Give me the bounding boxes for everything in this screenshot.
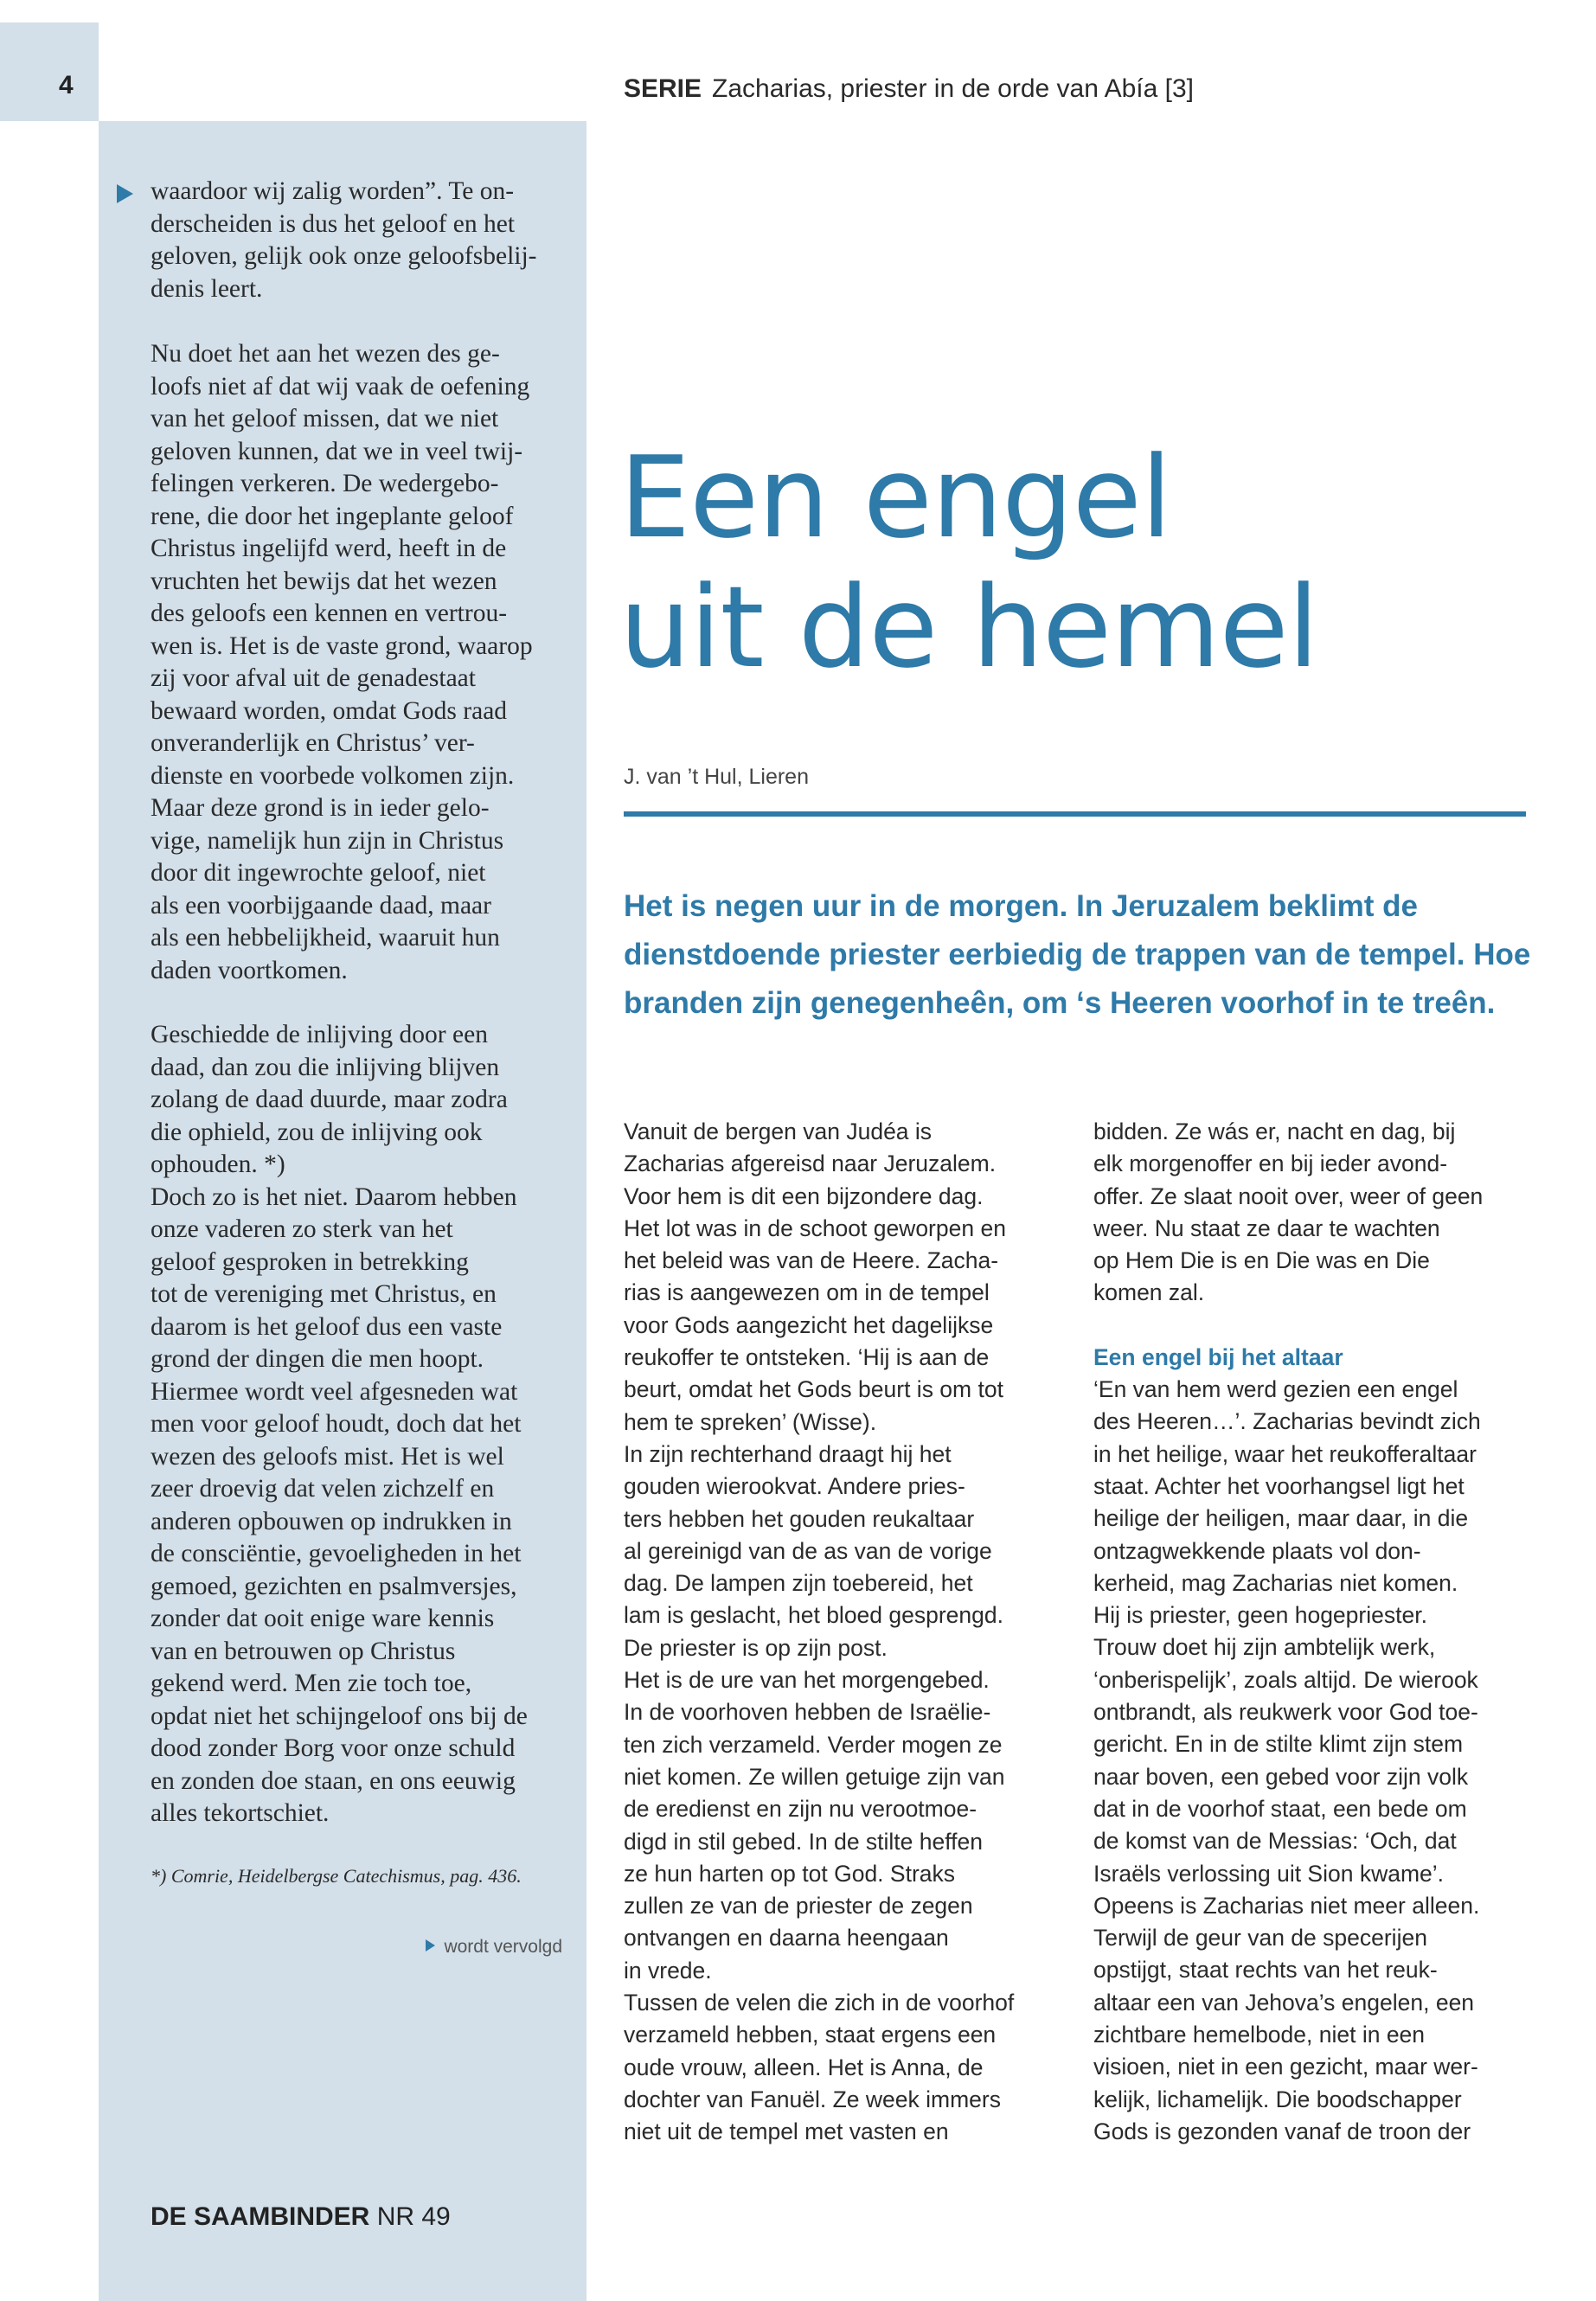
text-line: daarom is het geloof dus een vaste bbox=[151, 1312, 503, 1341]
continued-note bbox=[426, 1937, 562, 1958]
sidebar-paragraph-3 bbox=[151, 1019, 574, 1830]
text-line: de consciëntie, gevoeligheden in het bbox=[151, 1540, 522, 1567]
play-arrow-icon bbox=[426, 1939, 435, 1952]
text-line: alles tekortschiet. bbox=[151, 1799, 330, 1827]
text-line: Het lot was in de schoot geworpen en bbox=[624, 1215, 1006, 1241]
text-line: heilige der heiligen, maar daar, in die bbox=[1093, 1505, 1469, 1532]
text-line: daden voortkomen. bbox=[151, 956, 348, 984]
text-line: die ophield, zou de inlijving ook bbox=[151, 1118, 483, 1146]
text-line: In de voorhoven hebben de Israëlie- bbox=[624, 1699, 991, 1726]
text-line: niet uit de tempel met vasten en bbox=[624, 2118, 949, 2145]
text-line: ‘En van hem werd gezien een engel bbox=[1093, 1376, 1458, 1403]
article-column-2 bbox=[1093, 1116, 1543, 2148]
article-column-1 bbox=[624, 1116, 1074, 2149]
text-line: anderen opbouwen op indrukken in bbox=[151, 1507, 512, 1535]
text-line: van en betrouwen op Christus bbox=[151, 1637, 456, 1665]
text-line: kerheid, mag Zacharias niet komen. bbox=[1093, 1569, 1458, 1596]
text-line: gouden wierookvat. Andere pries- bbox=[624, 1473, 965, 1500]
text-line: bidden. Ze wás er, nacht en dag, bij bbox=[1093, 1118, 1456, 1144]
text-line: oude vrouw, alleen. Het is Anna, de bbox=[624, 2054, 984, 2080]
footnote: *) Comrie, Heidelbergse Catechismus, pag. 436. bbox=[151, 1865, 522, 1887]
text-line: beurt, omdat het Gods beurt is om tot bbox=[624, 1376, 1003, 1403]
text-line: grond der dingen die men hoopt. bbox=[151, 1345, 484, 1373]
title-rule bbox=[624, 811, 1526, 817]
continuation-arrow-icon bbox=[117, 184, 133, 203]
text-line: van het geloof missen, dat we niet bbox=[151, 405, 499, 433]
text-line: Hiermee wordt veel afgesneden wat bbox=[151, 1377, 518, 1406]
text-line: tot de vereniging met Christus, en bbox=[151, 1280, 497, 1308]
text-line: ‘onberispelijk’, zoals altijd. De wierook bbox=[1093, 1666, 1478, 1693]
text-line: rias is aangewezen om in de tempel bbox=[624, 1279, 990, 1306]
text-line: weer. Nu staat ze daar te wachten bbox=[1093, 1215, 1440, 1241]
text-line: staat. Achter het voorhangsel ligt het bbox=[1093, 1472, 1465, 1499]
text-line: De priester is op zijn post. bbox=[624, 1634, 888, 1661]
article-author: J. van ’t Hul, Lieren bbox=[624, 765, 809, 789]
text-line: dienste en voorbede volkomen zijn. bbox=[151, 761, 515, 790]
text-line: Opeens is Zacharias niet meer alleen. bbox=[1093, 1892, 1480, 1919]
text-line: Doch zo is het niet. Daarom hebben bbox=[151, 1183, 517, 1211]
text-line: door dit ingewrochte geloof, niet bbox=[151, 859, 486, 887]
text-line: verzameld hebben, staat ergens een bbox=[624, 2022, 997, 2048]
text-line: als een voorbijgaande daad, maar bbox=[151, 891, 491, 920]
text-line: voor Gods aangezicht het dagelijkse bbox=[624, 1311, 994, 1338]
column-2-part-2 bbox=[1093, 1374, 1543, 2148]
text-line: Zacharias afgereisd naar Jeruzalem. bbox=[624, 1150, 997, 1177]
text-line: ters hebben het gouden reukaltaar bbox=[624, 1505, 975, 1532]
text-line: altaar een van Jehova’s engelen, een bbox=[1093, 1989, 1475, 2016]
text-line: reukoffer te ontsteken. ‘Hij is aan de bbox=[624, 1344, 990, 1371]
text-line: hem te spreken’ (Wisse). bbox=[624, 1408, 877, 1435]
column-2-part-1 bbox=[1093, 1116, 1543, 1310]
text-line: derscheiden is dus het geloof en het bbox=[151, 209, 516, 238]
text-line: Hij is priester, geen hogepriester. bbox=[1093, 1602, 1427, 1629]
text-line: Geschiedde de inlijving door een bbox=[151, 1021, 488, 1048]
text-line: en zonden doe staan, en ons eeuwig bbox=[151, 1766, 516, 1795]
text-line: op Hem Die is en Die was en Die bbox=[1093, 1247, 1430, 1274]
text-line: In zijn rechterhand draagt hij het bbox=[624, 1440, 952, 1467]
text-line: Gods is gezonden vanaf de troon der bbox=[1093, 2118, 1471, 2144]
text-line: dag. De lampen zijn toebereid, het bbox=[624, 1570, 973, 1597]
text-line: daad, dan zou die inlijving blijven bbox=[151, 1053, 500, 1081]
text-line: geloven kunnen, dat we in veel twij- bbox=[151, 437, 523, 465]
continued-label: wordt vervolgd bbox=[444, 1937, 562, 1957]
text-line: geloof gesproken in betrekking bbox=[151, 1247, 469, 1276]
text-line: gekend werd. Men zie toch toe, bbox=[151, 1670, 472, 1697]
text-line: Nu doet het aan het wezen des ge- bbox=[151, 340, 500, 368]
text-line: niet komen. Ze willen getuige zijn van bbox=[624, 1763, 1005, 1790]
text-line: onveranderlijk en Christus’ ver- bbox=[151, 729, 475, 757]
text-line: Het is de ure van het morgengebed. bbox=[624, 1667, 990, 1694]
magazine-footer bbox=[151, 2202, 451, 2232]
text-line: als een hebbelijkheid, waaruit hun bbox=[151, 924, 500, 952]
text-line: offer. Ze slaat nooit over, weer of geen bbox=[1093, 1183, 1484, 1209]
sidebar-paragraph-1 bbox=[151, 176, 574, 305]
text-line: denis leert. bbox=[151, 274, 263, 303]
text-line: zeer droevig dat velen zichzelf en bbox=[151, 1475, 495, 1503]
text-line: wezen des geloofs mist. Het is wel bbox=[151, 1442, 504, 1471]
text-line: visioen, niet in een gezicht, maar wer- bbox=[1093, 2054, 1478, 2080]
text-line: des Heeren…’. Zacharias bevindt zich bbox=[1093, 1408, 1481, 1435]
text-line: gemoed, gezichten en psalmversjes, bbox=[151, 1572, 517, 1600]
text-line: Tussen de velen die zich in de voorhof bbox=[624, 1990, 1015, 2016]
text-line: bewaard worden, omdat Gods raad bbox=[151, 696, 508, 725]
text-line: het beleid was van de Heere. Zacha- bbox=[624, 1247, 999, 1274]
text-line: ontbrandt, als reukwerk voor God toe- bbox=[1093, 1699, 1478, 1726]
text-line: zullen ze van de priester de zegen bbox=[624, 1893, 973, 1920]
series-title: Zacharias, priester in de orde van Abía [3] bbox=[712, 74, 1195, 103]
text-line: opdat niet het schijngeloof ons bij de bbox=[151, 1702, 528, 1730]
text-line: in vrede. bbox=[624, 1957, 712, 1984]
text-line: vige, namelijk hun zijn in Christus bbox=[151, 826, 504, 855]
article-lead: Het is negen uur in de morgen. In Jeruzalem beklimt de dienstdoende priester eerbiedig de trappen van de tempel. Hoe branden zijn genegenheên, om ‘s Heeren voorhof in te treên. bbox=[624, 889, 1531, 1020]
text-line: Israëls verlossing uit Sion kwame’. bbox=[1093, 1860, 1445, 1887]
title-line-2: uit de hemel bbox=[619, 561, 1318, 693]
text-line: ontzagwekkende plaats vol don- bbox=[1093, 1537, 1421, 1564]
text-line: ophouden. *) bbox=[151, 1150, 285, 1178]
text-line: dood zonder Borg voor onze schuld bbox=[151, 1734, 516, 1762]
column-subheading: Een engel bij het altaar bbox=[1093, 1343, 1343, 1370]
article-title bbox=[619, 433, 1318, 692]
text-line: dat in de voorhof staat, een bede om bbox=[1093, 1795, 1467, 1822]
text-line: de komst van de Messias: ‘Och, dat bbox=[1093, 1828, 1457, 1855]
title-line-1: Een engel bbox=[619, 432, 1171, 563]
text-line: wen is. Het is de vaste grond, waarop bbox=[151, 631, 533, 660]
text-line: men voor geloof houdt, doch dat het bbox=[151, 1410, 522, 1438]
text-line: Trouw doet hij zijn ambtelijk werk, bbox=[1093, 1634, 1436, 1661]
text-line: kelijk, lichamelijk. Die boodschapper bbox=[1093, 2086, 1462, 2112]
text-line: elk morgenoffer en bij ieder avond- bbox=[1093, 1150, 1448, 1177]
text-line: ten zich verzameld. Verder mogen ze bbox=[624, 1731, 1003, 1758]
text-line: ze hun harten op tot God. Straks bbox=[624, 1860, 956, 1887]
text-line: vruchten het bewijs dat het wezen bbox=[151, 567, 497, 595]
text-line: dochter van Fanuël. Ze week immers bbox=[624, 2086, 1001, 2112]
magazine-name: DE SAAMBINDER bbox=[151, 2202, 370, 2231]
text-line: loofs niet af dat wij vaak de oefening bbox=[151, 372, 530, 401]
text-line: komen zal. bbox=[1093, 1279, 1205, 1306]
page-number-box bbox=[0, 22, 99, 121]
text-line: digd in stil gebed. In de stilte heffen bbox=[624, 1828, 983, 1855]
text-line: Vanuit de bergen van Judéa is bbox=[624, 1118, 933, 1144]
text-line: naar boven, een gebed voor zijn volk bbox=[1093, 1763, 1469, 1790]
series-label: SERIE bbox=[624, 74, 702, 103]
text-line: felingen verkeren. De wedergebo- bbox=[151, 470, 499, 497]
text-line: onze vaderen zo sterk van het bbox=[151, 1215, 453, 1243]
series-header bbox=[624, 74, 1194, 104]
text-line: Voor hem is dit een bijzondere dag. bbox=[624, 1183, 984, 1209]
text-line: al gereinigd van de as van de vorige bbox=[624, 1537, 992, 1564]
magazine-issue: NR 49 bbox=[376, 2202, 451, 2231]
text-line: gericht. En in de stilte klimt zijn stem bbox=[1093, 1731, 1464, 1758]
text-line: lam is geslacht, het bloed gesprengd. bbox=[624, 1602, 1003, 1629]
text-line: zichtbare hemelbode, niet in een bbox=[1093, 2022, 1426, 2048]
text-line: in het heilige, waar het reukofferaltaar bbox=[1093, 1440, 1477, 1467]
page-number: 4 bbox=[59, 71, 74, 99]
text-line: opstijgt, staat rechts van het reuk- bbox=[1093, 1957, 1438, 1984]
sidebar-paragraph-2 bbox=[151, 338, 574, 987]
column-gap bbox=[1093, 1310, 1543, 1342]
text-line: geloven, gelijk ook onze geloofsbelij- bbox=[151, 242, 537, 270]
text-line: zij voor afval uit de genadestaat bbox=[151, 664, 476, 692]
text-line: ontvangen en daarna heengaan bbox=[624, 1925, 949, 1952]
text-line: zolang de daad duurde, maar zodra bbox=[151, 1086, 508, 1113]
text-line: zonder dat ooit enige ware kennis bbox=[151, 1605, 495, 1632]
text-line: rene, die door het ingeplante geloof bbox=[151, 502, 514, 530]
text-line: des geloofs een kennen en vertrou- bbox=[151, 599, 508, 627]
text-line: Christus ingelijfd werd, heeft in de bbox=[151, 535, 507, 562]
text-line: Maar deze grond is in ieder gelo- bbox=[151, 794, 490, 822]
text-line: de eredienst en zijn nu verootmoe- bbox=[624, 1796, 977, 1823]
text-line: Terwijl de geur van de specerijen bbox=[1093, 1925, 1427, 1952]
text-line: waardoor wij zalig worden”. Te on- bbox=[151, 177, 515, 205]
